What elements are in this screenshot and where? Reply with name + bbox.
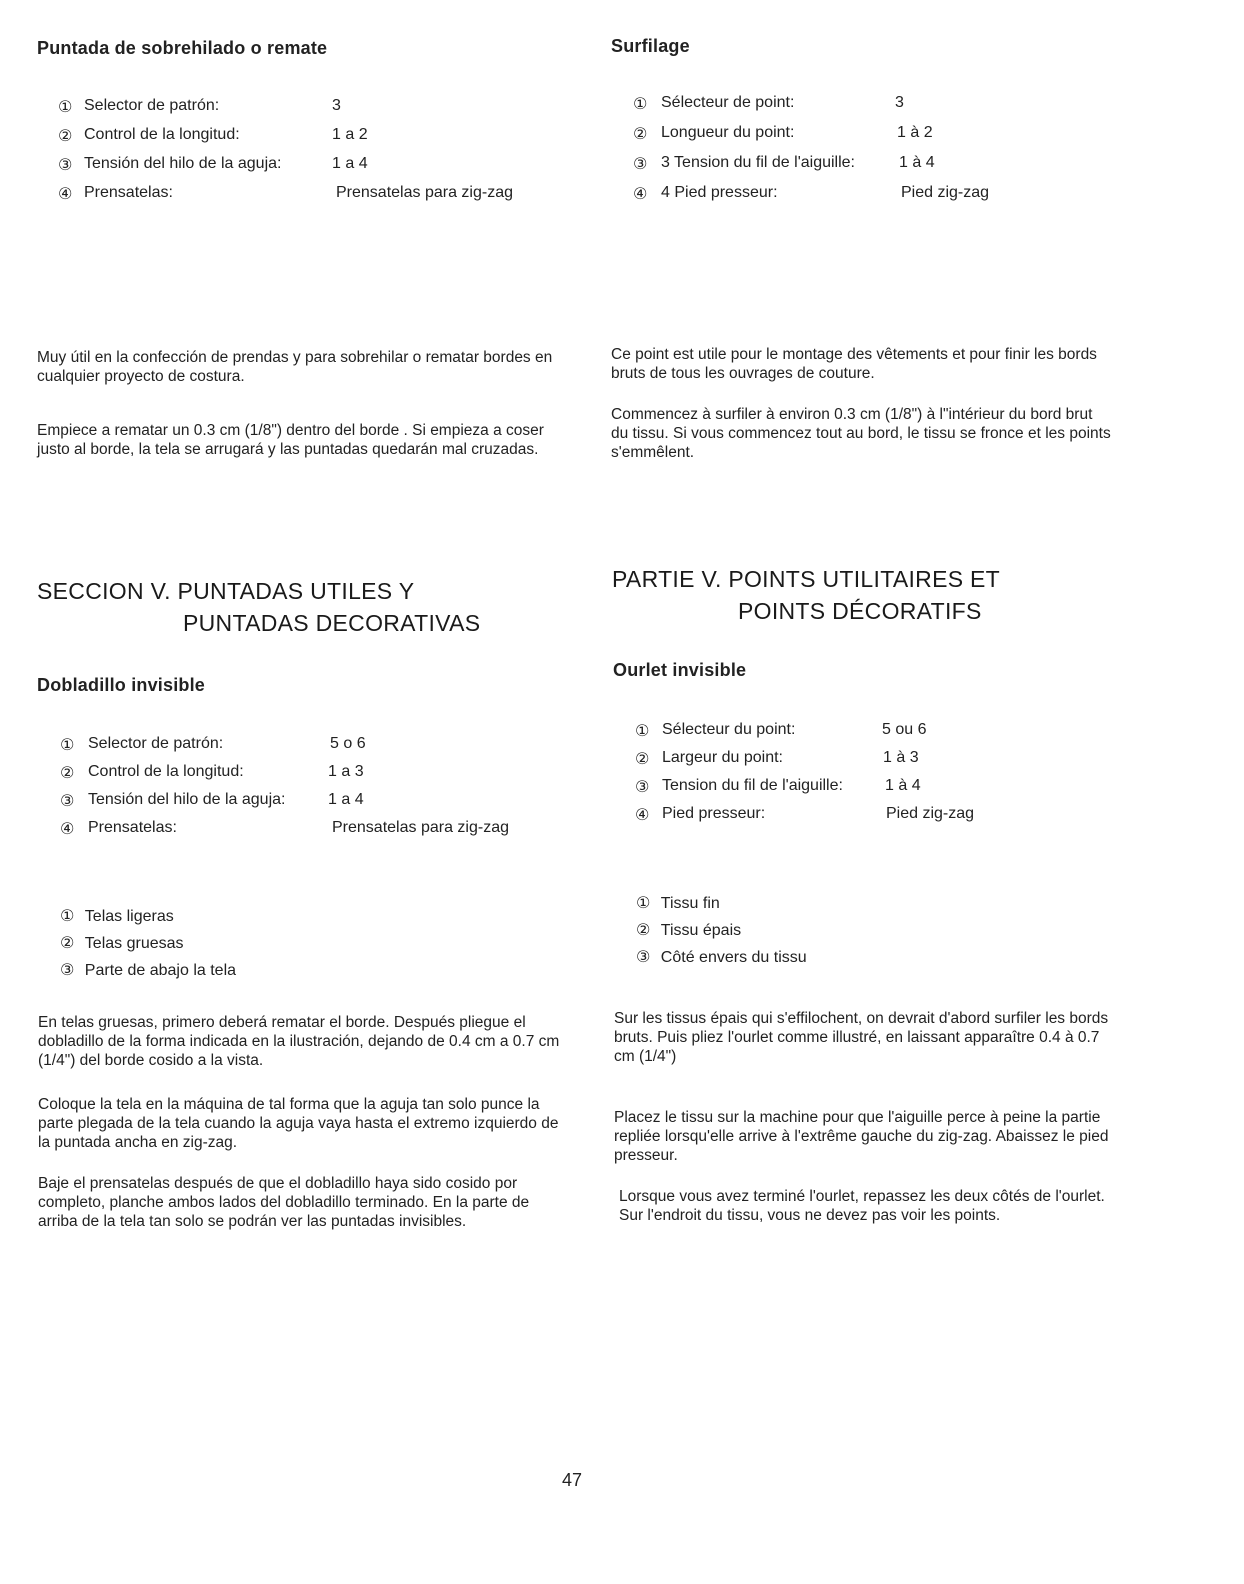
settings-row [60,791,580,819]
setting-label: Selector de patrón: [88,735,224,752]
settings-row [58,155,578,184]
left-overlock-paragraph-1: Muy útil en la confección de prendas y para sobrehilar o rematar bordes en cualquier proyecto de costura. [37,349,553,385]
setting-value: 1 a 3 [328,763,364,780]
setting-value: 3 [332,97,341,114]
setting-value: 1 à 2 [897,124,933,141]
legend-item [636,947,807,974]
settings-row [635,721,1155,749]
right-section-heading-line-2: POINTS DÉCORATIFS [738,598,982,624]
circled-number-4: ④ [633,186,648,203]
left-overlock-title: Puntada de sobrehilado o remate [37,38,328,58]
legend-label: Parte de abajo la tela [84,962,237,979]
circled-number-1: ① [633,96,648,113]
setting-label: Tensión del hilo de la aguja: [84,155,282,172]
right-overlock-settings [633,94,1153,214]
left-overlock-settings [58,97,578,213]
legend-label: Tissu fin [660,895,720,912]
setting-value: 1 a 4 [328,791,364,808]
left-fabric-legend [60,906,236,987]
circled-number-2: ② [58,128,73,145]
settings-row [633,184,1153,214]
circled-number-3: ③ [633,156,648,173]
circled-number-1: ① [636,895,651,912]
settings-row [635,777,1155,805]
circled-number-1: ① [635,723,650,740]
setting-label: Longueur du point: [661,124,795,141]
settings-row [633,94,1153,124]
setting-value: Pied zig-zag [901,184,990,201]
settings-row [633,154,1153,184]
settings-row [635,749,1155,777]
right-section-heading-line-1: PARTIE V. POINTS UTILITAIRES ET [612,566,1001,592]
settings-row [635,805,1155,833]
setting-label: Prensatelas: [84,184,173,201]
circled-number-4: ④ [60,821,75,838]
setting-label: Sélecteur de point: [661,94,795,111]
circled-number-3: ③ [60,962,75,979]
setting-label: Control de la longitud: [88,763,244,780]
right-overlock-paragraph-2: Commencez à surfiler à environ 0.3 cm (1/8") à l"intérieur du bord brut du tissu. Si vous commencez tout au bord, le tissu se fronce et les points s'emmêlent. [611,406,1111,461]
left-overlock-paragraph-2: Empiece a rematar un 0.3 cm (1/8") dentro del borde . Si empieza a coser justo al borde, la tela se arrugará y las puntadas quedarán mal cruzadas. [37,422,544,458]
legend-label: Côté envers du tissu [660,949,807,966]
legend-item [636,893,807,920]
right-blind-hem-title: Ourlet invisible [613,660,747,680]
setting-value: 1 a 2 [332,126,368,143]
circled-number-2: ② [635,751,650,768]
setting-label: Largeur du point: [662,749,783,766]
legend-label: Telas ligeras [84,908,174,925]
setting-value: 5 o 6 [330,735,366,752]
settings-row [58,184,578,213]
circled-number-1: ① [58,99,73,116]
setting-label: Tension du fil de l'aiguille: [662,777,843,794]
legend-label: Telas gruesas [84,935,184,952]
legend-item [636,920,807,947]
circled-number-2: ② [633,126,648,143]
left-blind-hem-paragraph-2: Coloque la tela en la máquina de tal forma que la aguja tan solo punce la parte plegada de la tela cuando la aguja vaya hasta el extremo izquierdo de la puntada ancha en zig-zag. [38,1096,559,1151]
setting-label: Control de la longitud: [84,126,240,143]
setting-label: 3 Tension du fil de l'aiguille: [661,154,855,171]
circled-number-4: ④ [58,186,73,203]
circled-number-2: ② [60,935,75,952]
settings-row [58,97,578,126]
left-section-heading [37,575,577,639]
settings-row [60,735,580,763]
legend-item [60,906,236,933]
left-blind-hem-paragraph-3: Baje el prensatelas después de que el dobladillo haya sido cosido por completo, planche ambos lados del dobladillo terminado. En la parte de arriba de la tela tan solo se podrán ver las puntadas invisibles. [38,1175,530,1230]
circled-number-3: ③ [60,793,75,810]
right-overlock-title: Surfilage [611,36,690,56]
setting-value: 5 ou 6 [882,721,927,738]
settings-row [633,124,1153,154]
setting-value: Pied zig-zag [886,805,975,822]
circled-number-4: ④ [635,807,650,824]
legend-label: Tissu épais [660,922,742,939]
circled-number-3: ③ [636,949,651,966]
right-fabric-legend [636,893,807,974]
left-blind-hem-title: Dobladillo invisible [37,675,206,695]
legend-item [60,960,236,987]
circled-number-2: ② [636,922,651,939]
circled-number-1: ① [60,737,75,754]
circled-number-1: ① [60,908,75,925]
page-number: 47 [562,1470,583,1490]
right-blind-hem-paragraph-2: Placez le tissu sur la machine pour que l'aiguille perce à peine la partie repliée lorsqu'elle arrive à l'extrême gauche du zig-zag. Abaissez le pied presseur. [614,1109,1109,1164]
circled-number-2: ② [60,765,75,782]
right-blind-hem-paragraph-1: Sur les tissus épais qui s'effilochent, on devrait d'abord surfiler les bords bruts. Puis pliez l'ourlet comme illustré, en laissant apparaître 0.4 à 0.7 cm (1/4") [614,1010,1109,1065]
setting-value: 1 a 4 [332,155,368,172]
setting-label: Pied presseur: [662,805,766,822]
circled-number-3: ③ [58,157,73,174]
setting-value: Prensatelas para zig-zag [332,819,509,836]
setting-value: 1 à 4 [899,154,935,171]
setting-label: Tensión del hilo de la aguja: [88,791,286,808]
right-blind-hem-settings [635,721,1155,833]
legend-item [60,933,236,960]
settings-row [58,126,578,155]
setting-label: Selector de patrón: [84,97,220,114]
left-blind-hem-paragraph-1: En telas gruesas, primero deberá rematar el borde. Después pliegue el dobladillo de la forma indicada en la ilustración, dejando de 0.4 cm a 0.7 cm (1/4") del borde cosido a la vista. [38,1014,560,1069]
right-overlock-paragraph-1: Ce point est utile pour le montage des vêtements et pour finir les bords bruts de tous les ouvrages de couture. [611,346,1097,382]
setting-label: Prensatelas: [88,819,177,836]
setting-value: 3 [895,94,904,111]
settings-row [60,819,580,847]
setting-value: 1 à 4 [885,777,921,794]
setting-label: Sélecteur du point: [662,721,796,738]
setting-value: 1 à 3 [883,749,919,766]
left-section-heading-line-1: SECCION V. PUNTADAS UTILES Y [37,578,415,604]
right-section-heading [612,563,1172,627]
left-blind-hem-settings [60,735,580,847]
left-section-heading-line-2: PUNTADAS DECORATIVAS [183,610,481,636]
right-blind-hem-paragraph-3: Lorsque vous avez terminé l'ourlet, repassez les deux côtés de l'ourlet. Sur l'endroit du tissu, vous ne devez pas voir les points. [619,1188,1105,1224]
setting-label: 4 Pied presseur: [661,184,778,201]
settings-row [60,763,580,791]
circled-number-3: ③ [635,779,650,796]
setting-value: Prensatelas para zig-zag [336,184,513,201]
